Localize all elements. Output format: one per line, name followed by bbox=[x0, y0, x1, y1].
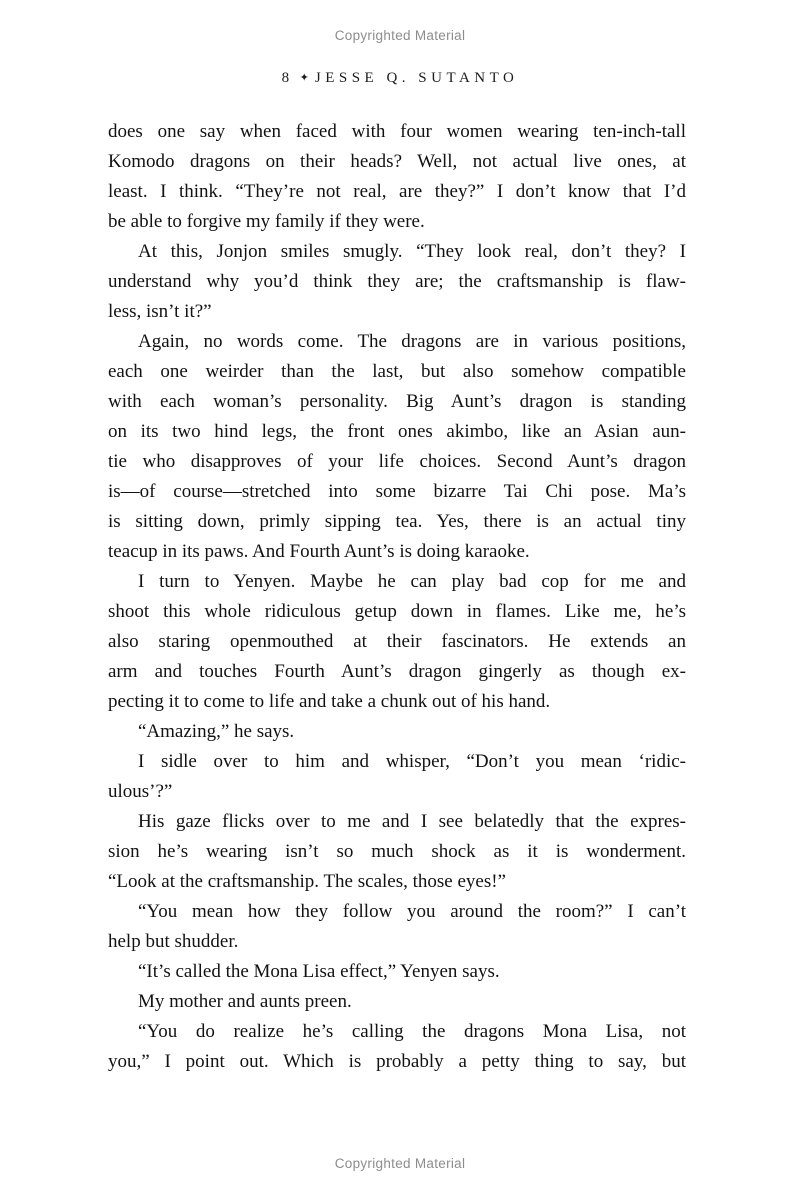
text-line: least. I think. “They’re not real, are they?” I don’t know that I’d bbox=[108, 181, 686, 202]
text-line: At this, Jonjon smiles smugly. “They look real, don’t they? I bbox=[138, 241, 686, 262]
copyright-notice-top: Copyrighted Material bbox=[334, 28, 466, 43]
text-line: also staring openmouthed at their fascinators. He extends an bbox=[108, 631, 686, 652]
text-line: be able to forgive my family if they were. bbox=[108, 211, 425, 232]
text-line: “You do realize he’s calling the dragons Mona Lisa, not bbox=[138, 1021, 686, 1042]
text-line: Again, no words come. The dragons are in various positions, bbox=[138, 331, 686, 352]
text-line: understand why you’d think they are; the craftsmanship is flaw- bbox=[108, 271, 686, 292]
text-line: I sidle over to him and whisper, “Don’t you mean ‘ridic- bbox=[138, 751, 686, 772]
text-line: less, isn’t it?” bbox=[108, 301, 212, 322]
text-line: is—of course—stretched into some bizarre Tai Chi pose. Ma’s bbox=[108, 481, 686, 502]
text-line: teacup in its paws. And Fourth Aunt’s is doing karaoke. bbox=[108, 541, 530, 562]
text-line: help but shudder. bbox=[108, 931, 239, 952]
text-line: with each woman’s personality. Big Aunt’s dragon is standing bbox=[108, 391, 686, 412]
text-line: ulous’?” bbox=[108, 781, 173, 802]
text-line: on its two hind legs, the front ones akimbo, like an Asian aun- bbox=[108, 421, 686, 442]
text-line: “Look at the craftsmanship. The scales, those eyes!” bbox=[108, 871, 506, 892]
text-line: “You mean how they follow you around the room?” I can’t bbox=[138, 901, 686, 922]
text-line: tie who disapproves of your life choices. Second Aunt’s dragon bbox=[108, 451, 686, 472]
text-line: each one weirder than the last, but also somehow compatible bbox=[108, 361, 686, 382]
running-head bbox=[0, 70, 800, 87]
text-line: His gaze flicks over to me and I see belatedly that the expres- bbox=[138, 811, 686, 832]
author-name: JESSE Q. SUTANTO bbox=[314, 70, 519, 86]
text-line: does one say when faced with four women wearing ten-inch-tall bbox=[108, 121, 686, 142]
text-line: “It’s called the Mona Lisa effect,” Yenyen says. bbox=[138, 961, 500, 982]
copyright-notice-bottom: Copyrighted Material bbox=[334, 1156, 466, 1171]
text-line: sion he’s wearing isn’t so much shock as it is wonderment. bbox=[108, 841, 686, 862]
text-line: is sitting down, primly sipping tea. Yes, there is an actual tiny bbox=[108, 511, 686, 532]
text-line: “Amazing,” he says. bbox=[138, 721, 295, 742]
text-line: My mother and aunts preen. bbox=[138, 991, 352, 1012]
text-line: arm and touches Fourth Aunt’s dragon gingerly as though ex- bbox=[108, 661, 686, 682]
text-line: pecting it to come to life and take a chunk out of his hand. bbox=[108, 691, 551, 712]
text-line: Komodo dragons on their heads? Well, not actual live ones, at bbox=[108, 151, 686, 172]
text-line: shoot this whole ridiculous getup down in flames. Like me, he’s bbox=[108, 601, 686, 622]
page-number: 8 bbox=[281, 70, 294, 86]
text-line: you,” I point out. Which is probably a petty thing to say, but bbox=[108, 1051, 686, 1072]
diamond-separator-icon: ✦ bbox=[299, 72, 309, 84]
body-text bbox=[108, 117, 686, 1077]
text-line: I turn to Yenyen. Maybe he can play bad cop for me and bbox=[138, 571, 686, 592]
